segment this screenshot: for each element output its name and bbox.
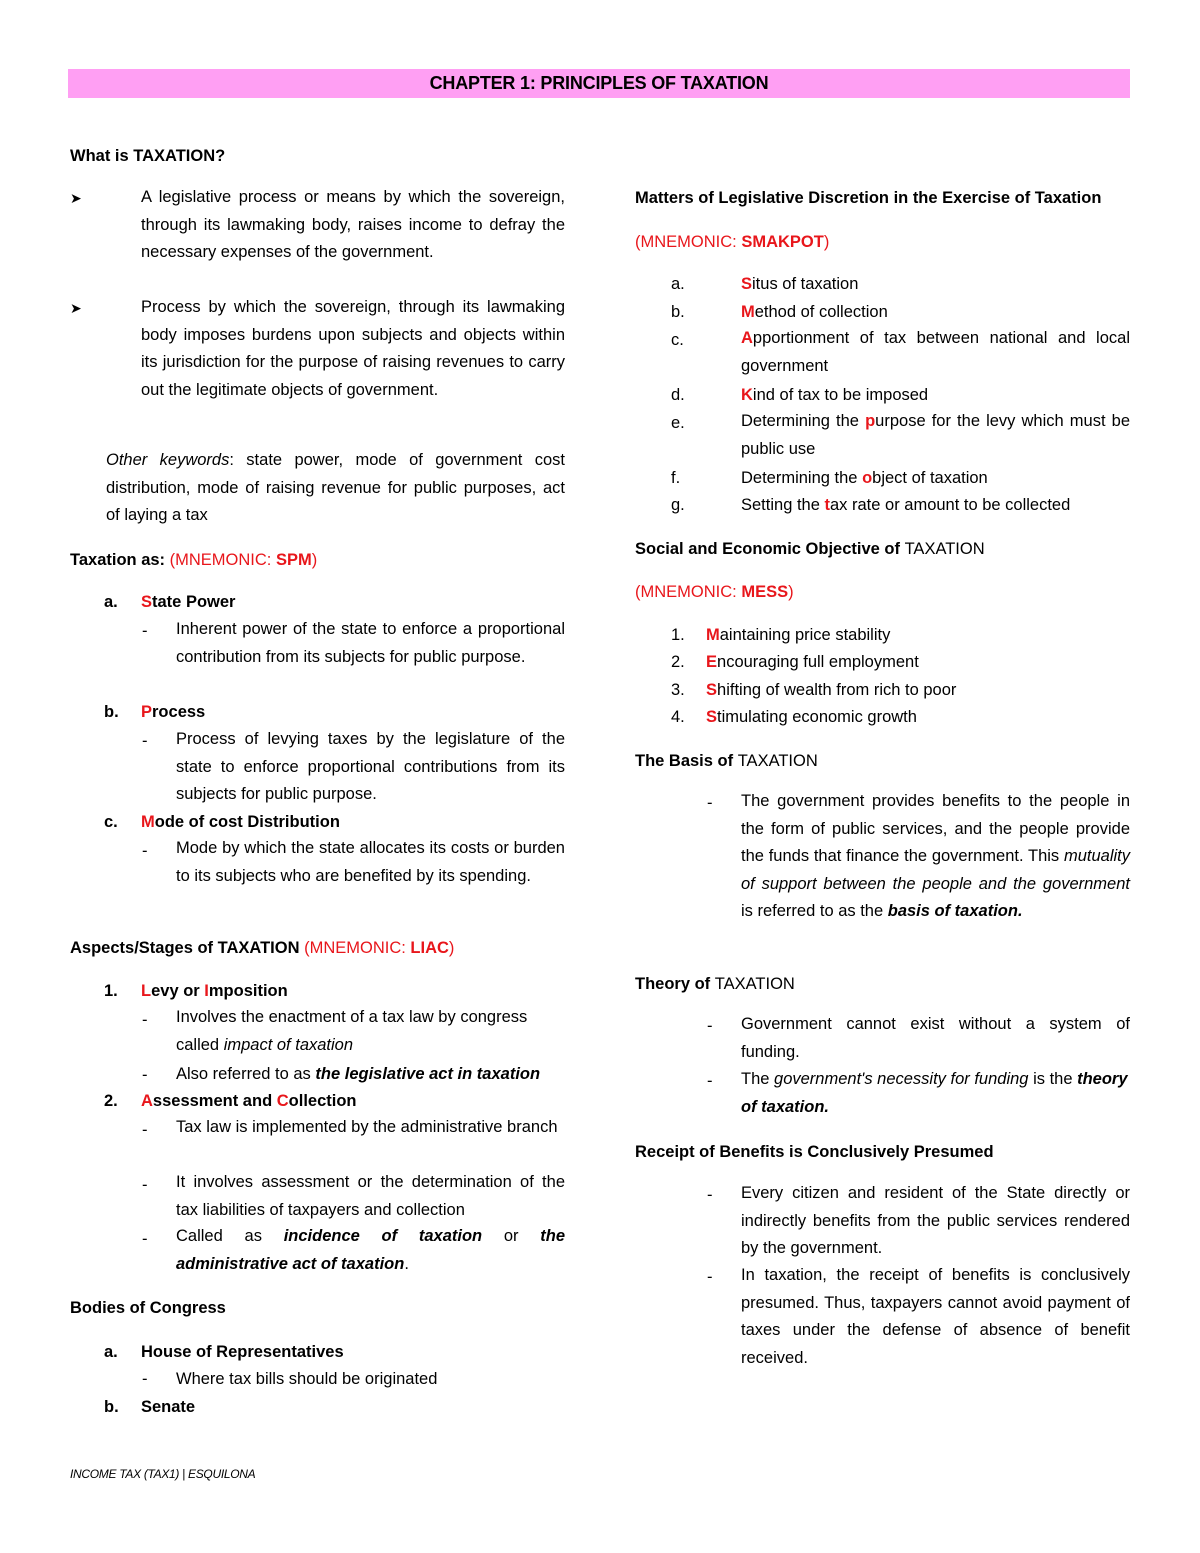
- list-marker: a.: [671, 275, 685, 293]
- house-of-representatives: House of Representatives: [141, 1343, 344, 1361]
- matters-heading: Matters of Legislative Discretion in the Exercise of Taxation: [635, 189, 1102, 207]
- dash-bullet: -: [142, 842, 148, 860]
- social-economic-heading: Social and Economic Objective of TAXATION: [635, 540, 985, 558]
- smakpot-item-apportionment: Apportionment of tax between national and local government: [741, 329, 1130, 375]
- dash-bullet: -: [142, 1121, 148, 1139]
- list-marker: d.: [671, 386, 685, 404]
- basis-desc: The government provides benefits to the people in the form of public services, and the people provide the funds that finance the government. This mutuality of support between the people and the government is referred to as the basis of taxation.: [741, 792, 1130, 920]
- smakpot-item-method: Method of collection: [741, 303, 888, 321]
- receipt-desc-2: In taxation, the receipt of benefits is conclusively presumed. Thus, taxpayers cannot avoid payment of taxes under the defense of absence of benefit received.: [741, 1266, 1130, 1367]
- list-marker: 4.: [671, 708, 685, 726]
- dash-bullet: -: [142, 622, 148, 640]
- spm-item-process: Process: [141, 703, 206, 721]
- dash-bullet: -: [142, 1011, 148, 1029]
- dash-bullet: -: [707, 794, 713, 812]
- list-marker: 1.: [671, 626, 685, 644]
- chapter-title-banner: CHAPTER 1: PRINCIPLES OF TAXATION: [68, 69, 1130, 98]
- spm-desc-state-power: Inherent power of the state to enforce a proportional contribution from its subjects for public purpose.: [176, 620, 565, 666]
- theory-desc-2: The government's necessity for funding is the theory of taxation.: [741, 1070, 1128, 1116]
- dash-bullet: -: [142, 1176, 148, 1194]
- dash-bullet: -: [142, 1370, 148, 1388]
- list-marker: 2.: [671, 653, 685, 671]
- spm-item-state-power: State Power: [141, 593, 236, 611]
- assess-desc-2: It involves assessment or the determination of the tax liabilities of taxpayers and collection: [176, 1173, 565, 1219]
- page-footer: INCOME TAX (TAX1) | ESQUILONA: [70, 1467, 256, 1481]
- mess-item-3: Shifting of wealth from rich to poor: [706, 681, 957, 699]
- dash-bullet: -: [142, 1066, 148, 1084]
- matters-mnemonic: (MNEMONIC: SMAKPOT): [635, 233, 830, 251]
- theory-heading: Theory of TAXATION: [635, 975, 795, 993]
- dash-bullet: -: [707, 1268, 713, 1286]
- receipt-desc-1: Every citizen and resident of the State directly or indirectly benefits from the public services rendered by the government.: [741, 1184, 1130, 1257]
- smakpot-item-situs: Situs of taxation: [741, 275, 859, 293]
- mess-item-1: Maintaining price stability: [706, 626, 891, 644]
- basis-heading: The Basis of TAXATION: [635, 752, 818, 770]
- arrow-bullet-icon: ➤: [70, 300, 82, 316]
- list-marker: 1.: [104, 982, 118, 1000]
- social-mnemonic: (MNEMONIC: MESS): [635, 583, 794, 601]
- bodies-of-congress-heading: Bodies of Congress: [70, 1299, 226, 1317]
- list-marker: e.: [671, 414, 685, 432]
- spm-item-mode-of-cost-distribution: Mode of cost Distribution: [141, 813, 340, 831]
- dash-bullet: -: [707, 1186, 713, 1204]
- smakpot-item-tax-rate: Setting the tax rate or amount to be collected: [741, 496, 1071, 514]
- taxation-as-heading: Taxation as: (MNEMONIC: SPM): [70, 551, 318, 569]
- list-marker: b.: [104, 1398, 119, 1416]
- definition-2: Process by which the sovereign, through its lawmaking body imposes burdens upon subjects and objects within its jurisdiction for the purpose of raising revenues to carry out the legitimate objects of government.: [141, 298, 565, 399]
- smakpot-item-kind: Kind of tax to be imposed: [741, 386, 929, 404]
- list-marker: a.: [104, 593, 118, 611]
- assess-desc-1: Tax law is implemented by the administrative branch: [176, 1118, 558, 1136]
- mess-item-2: Encouraging full employment: [706, 653, 919, 671]
- theory-desc-1: Government cannot exist without a system of funding.: [741, 1015, 1130, 1061]
- list-marker: b.: [104, 703, 119, 721]
- smakpot-item-purpose: Determining the purpose for the levy which must be public use: [741, 412, 1130, 458]
- aspect-assessment-collection: Assessment and Collection: [141, 1092, 357, 1110]
- list-marker: c.: [671, 331, 684, 349]
- definition-1: A legislative process or means by which the sovereign, through its lawmaking body, raises income to defray the necessary expenses of the government.: [141, 188, 565, 261]
- what-is-taxation-heading: What is TAXATION?: [70, 147, 226, 165]
- assess-desc-3: Called as incidence of taxation or the administrative act of taxation.: [176, 1227, 566, 1273]
- receipt-heading: Receipt of Benefits is Conclusively Presumed: [635, 1143, 994, 1161]
- list-marker: b.: [671, 303, 685, 321]
- spm-desc-mode-of-cost-distribution: Mode by which the state allocates its costs or burden to its subjects who are benefited by its spending.: [176, 839, 565, 885]
- dash-bullet: -: [707, 1017, 713, 1035]
- aspect-levy-imposition: Levy or Imposition: [141, 982, 288, 1000]
- list-marker: g.: [671, 496, 685, 514]
- spm-desc-process: Process of levying taxes by the legislature of the state to enforce proportional contributions from its subjects for public purpose.: [176, 730, 565, 803]
- dash-bullet: -: [142, 732, 148, 750]
- aspects-heading: Aspects/Stages of TAXATION (MNEMONIC: LIAC): [70, 939, 455, 957]
- senate: Senate: [141, 1398, 196, 1416]
- levy-desc-2: Also referred to as the legislative act in taxation: [176, 1065, 541, 1083]
- other-keywords: Other keywords: state power, mode of government cost distribution, mode of raising revenue for public purposes, act of laying a tax: [106, 451, 566, 524]
- smakpot-item-object: Determining the object of taxation: [741, 469, 988, 487]
- dash-bullet: -: [707, 1072, 713, 1090]
- levy-desc-1: Involves the enactment of a tax law by congress called impact of taxation: [176, 1008, 528, 1054]
- arrow-bullet-icon: ➤: [70, 190, 82, 206]
- mess-item-4: Stimulating economic growth: [706, 708, 917, 726]
- dash-bullet: -: [142, 1230, 148, 1248]
- list-marker: c.: [104, 813, 118, 831]
- house-desc: Where tax bills should be originated: [176, 1370, 438, 1388]
- list-marker: 3.: [671, 681, 685, 699]
- list-marker: 2.: [104, 1092, 118, 1110]
- list-marker: f.: [671, 469, 681, 487]
- list-marker: a.: [104, 1343, 118, 1361]
